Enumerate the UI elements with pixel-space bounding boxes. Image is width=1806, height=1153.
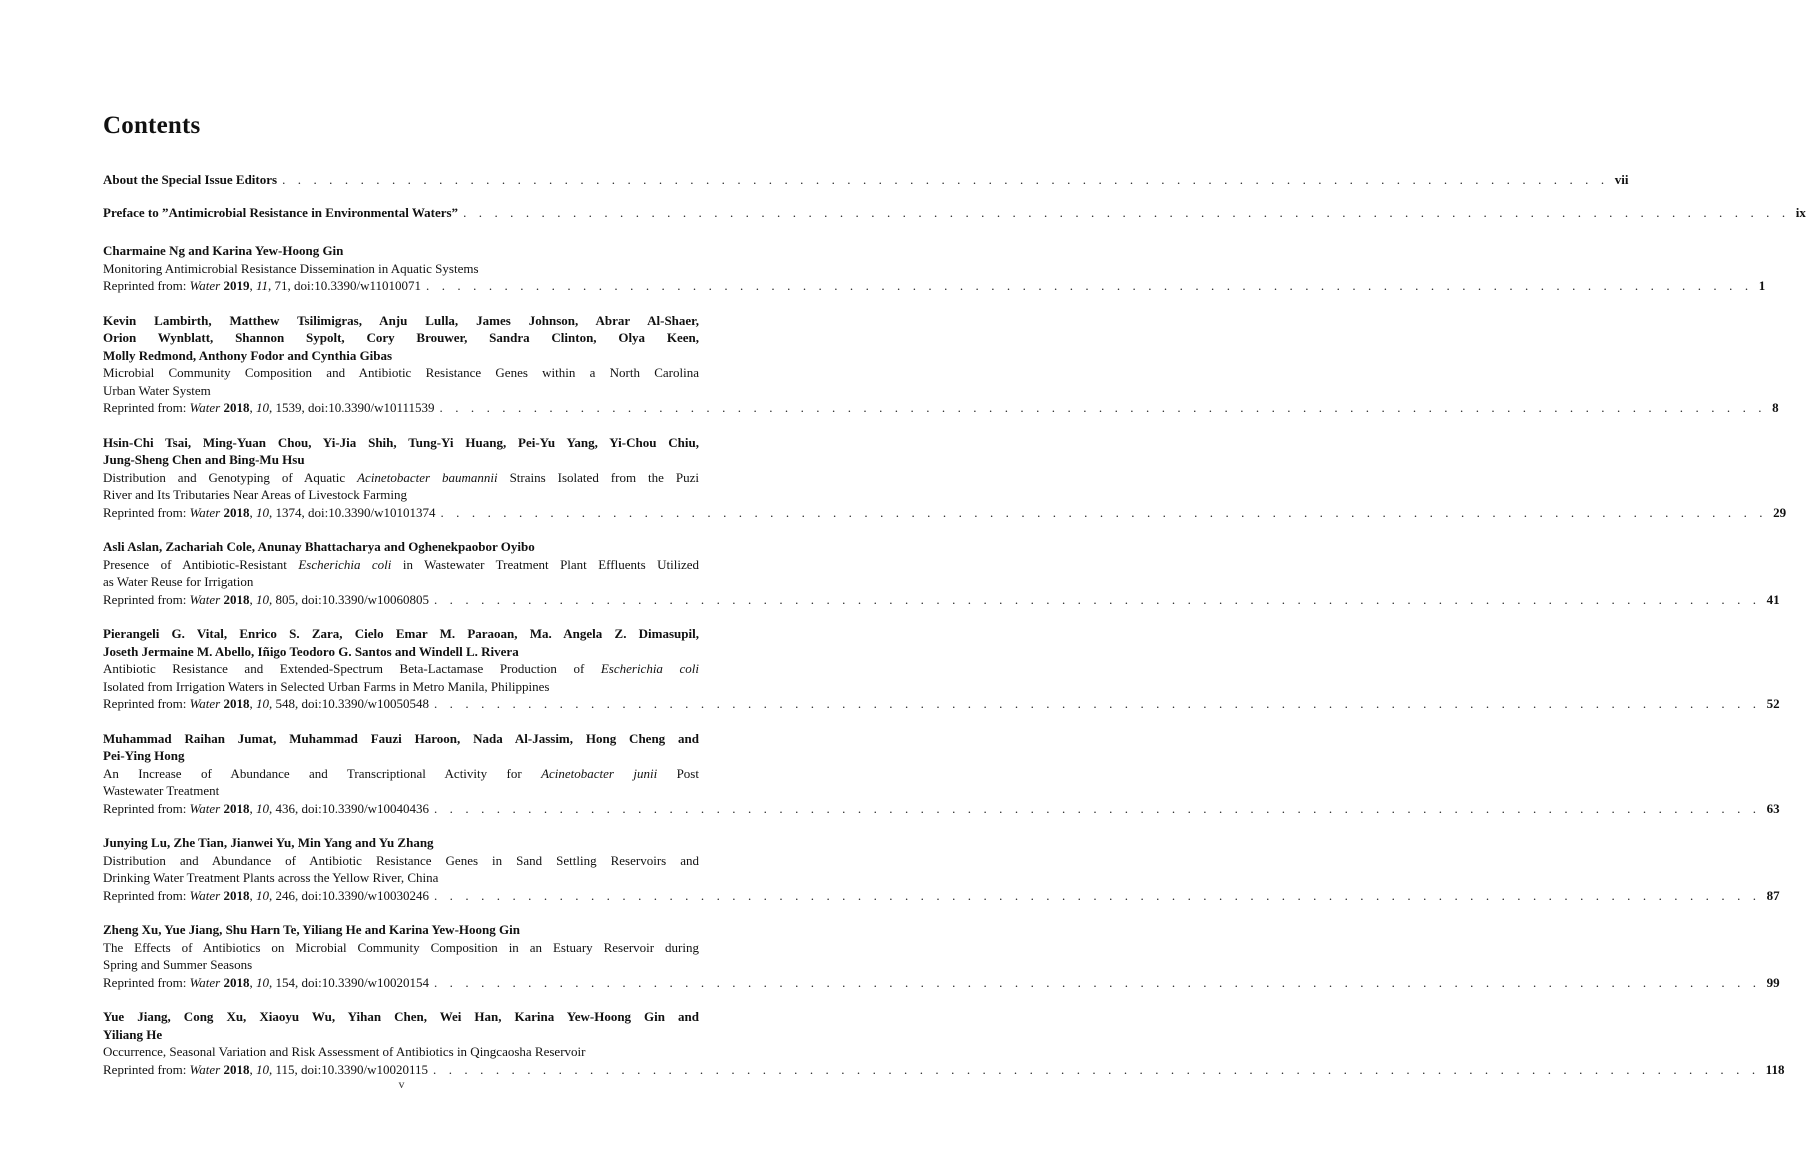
page-footer-number: v — [398, 1077, 405, 1091]
toc-entry-preface[interactable] — [103, 204, 1806, 222]
journal-name: Water — [189, 887, 221, 903]
article-number: 1539 — [275, 400, 302, 415]
toc-entry-title: About the Special Issue Editors — [103, 172, 278, 187]
article-number: 436 — [275, 800, 295, 816]
table-of-contents — [103, 171, 1806, 1095]
volume: 10 — [255, 591, 269, 607]
reprint-citation: Reprinted from: Water 2018, 10, 1374, doi:10.3390/w10101374 — [103, 504, 436, 520]
article-title-line — [103, 556, 699, 574]
author-line: Yiliang He — [103, 1026, 163, 1042]
reprint-line — [103, 277, 1766, 295]
volume: 10 — [255, 696, 269, 711]
article-number: 115 — [275, 1061, 295, 1077]
author-line: Orion Wynblatt, Shannon Sypolt, Cory Brouwer, Sandra Clinton, Olya Keen, — [103, 330, 699, 345]
reprint-label: Reprinted from: — [103, 974, 190, 990]
reprint-line — [103, 504, 1787, 522]
article-number: 805 — [275, 591, 295, 607]
article-title-line: as Water Reuse for Irrigation — [103, 574, 254, 589]
author-line: Joseth Jermaine M. Abello, Iñigo Teodoro G. Santos and Windell L. Rivera — [103, 643, 519, 659]
doi: doi:10.3390/w10101374 — [307, 504, 436, 520]
dot-leader: . . . . . . . . . . . . . . . . . . . . . . . . . . . . . . . . . . . . . . . . . . . . . . . . . . . . . . . . . . . . . . . . . . . . . . . . . . . . . . . . . . . . . — [282, 172, 1609, 187]
volume: 10 — [255, 974, 269, 990]
species-name: Escherichia coli — [298, 556, 392, 572]
author-line: Hsin-Chi Tsai, Ming-Yuan Chou, Yi-Jia Shih, Tung-Yi Huang, Pei-Yu Yang, Yi-Chou Chiu, — [103, 434, 699, 450]
toc-entry[interactable] — [103, 242, 1766, 295]
article-title-line — [103, 469, 699, 487]
year: 2018 — [223, 696, 250, 711]
toc-entry-title: Preface to ”Antimicrobial Resistance in Environmental Waters” — [103, 205, 459, 220]
reprint-line — [103, 974, 1780, 992]
title-text: An Increase of Abundance and Transcriptional Activity for — [103, 765, 542, 781]
toc-entry-about-editors[interactable] — [103, 171, 1629, 189]
doi: doi:10.3390/w10040436 — [301, 800, 429, 816]
page-number: 118 — [1765, 1061, 1785, 1077]
page-number: 41 — [1766, 591, 1780, 607]
author-line: Asli Aslan, Zachariah Cole, Anunay Bhattacharya and Oghenekpaobor Oyibo — [103, 539, 535, 554]
article-title-line: Occurrence, Seasonal Variation and Risk Assessment of Antibiotics in Qingcaosha Reservoir — [103, 1044, 586, 1059]
author-line: Zheng Xu, Yue Jiang, Shu Harn Te, Yiliang He and Karina Yew-Hoong Gin — [103, 922, 520, 937]
volume: 11 — [255, 278, 269, 293]
reprint-citation: Reprinted from: Water 2018, 10, 805, doi:10.3390/w10060805 — [103, 591, 429, 607]
reprint-citation: Reprinted from: Water 2018, 10, 436, doi:10.3390/w10040436 — [103, 800, 429, 816]
doi: doi:10.3390/w11010071 — [294, 278, 422, 293]
doi: doi:10.3390/w10020115 — [301, 1061, 429, 1077]
article-title-line: Wastewater Treatment — [103, 783, 220, 798]
article-title-line: Urban Water System — [103, 382, 211, 398]
dot-leader: . . . . . . . . . . . . . . . . . . . . . . . . . . . . . . . . . . . . . . . . . . . . . . . . . . . . . . . . . . . . . . . . . . . . . . . . . . . . . . . . . . . . . — [433, 1061, 1760, 1077]
article-title-line: The Effects of Antibiotics on Microbial Community Composition in an Estuary Reservoir during — [103, 939, 699, 955]
dot-leader: . . . . . . . . . . . . . . . . . . . . . . . . . . . . . . . . . . . . . . . . . . . . . . . . . . . . . . . . . . . . . . . . . . . . . . . . . . . . . . . . . . . . . — [426, 278, 1753, 293]
year: 2018 — [223, 800, 250, 816]
dot-leader: . . . . . . . . . . . . . . . . . . . . . . . . . . . . . . . . . . . . . . . . . . . . . . . . . . . . . . . . . . . . . . . . . . . . . . . . . . . . . . . . . . . . . — [433, 800, 1761, 816]
title-text: Strains Isolated from the Puzi — [497, 469, 699, 485]
year: 2018 — [223, 974, 250, 990]
toc-entry[interactable] — [103, 730, 1780, 818]
article-number: 71 — [274, 278, 288, 293]
reprint-label: Reprinted from: — [103, 400, 190, 415]
reprint-label: Reprinted from: — [103, 504, 190, 520]
page-number: 87 — [1766, 887, 1780, 903]
reprint-label: Reprinted from: — [103, 278, 190, 293]
title-text: Distribution and Genotyping of Aquatic — [103, 469, 358, 485]
species-name: Escherichia coli — [600, 661, 699, 676]
reprint-citation: Reprinted from: Water 2018, 10, 548, doi:10.3390/w10050548 — [103, 696, 429, 711]
year: 2018 — [223, 591, 250, 607]
page-title: Contents — [103, 112, 201, 139]
article-title-line — [103, 765, 699, 783]
author-line: Molly Redmond, Anthony Fodor and Cynthia Gibas — [103, 347, 393, 363]
page-number: 52 — [1766, 696, 1780, 711]
reprint-label: Reprinted from: — [103, 800, 190, 816]
reprint-label: Reprinted from: — [103, 591, 190, 607]
journal-name: Water — [189, 800, 221, 816]
toc-entry[interactable] — [103, 921, 1780, 991]
toc-entry[interactable] — [103, 538, 1780, 608]
year: 2019 — [223, 278, 250, 293]
title-text: Post — [657, 765, 699, 781]
volume: 10 — [255, 400, 269, 415]
page-number: 8 — [1772, 400, 1779, 415]
journal-name: Water — [189, 974, 221, 990]
article-title-line: Distribution and Abundance of Antibiotic Resistance Genes in Sand Settling Reservoirs and — [103, 852, 699, 868]
article-title-line: Microbial Community Composition and Antibiotic Resistance Genes within a North Carolina — [103, 365, 699, 380]
dot-leader: . . . . . . . . . . . . . . . . . . . . . . . . . . . . . . . . . . . . . . . . . . . . . . . . . . . . . . . . . . . . . . . . . . . . . . . . . . . . . . . . . . . . . — [439, 400, 1767, 415]
dot-leader: . . . . . . . . . . . . . . . . . . . . . . . . . . . . . . . . . . . . . . . . . . . . . . . . . . . . . . . . . . . . . . . . . . . . . . . . . . . . . . . . . . . . . — [433, 887, 1761, 903]
author-line: Pei-Ying Hong — [103, 748, 185, 763]
species-name: Acinetobacter junii — [541, 765, 658, 781]
year: 2018 — [223, 504, 250, 520]
doi: doi:10.3390/w10030246 — [301, 887, 429, 903]
page-number: 99 — [1766, 974, 1780, 990]
author-line: Muhammad Raihan Jumat, Muhammad Fauzi Haroon, Nada Al-Jassim, Hong Cheng and — [103, 730, 699, 746]
year: 2018 — [223, 400, 250, 415]
reprint-citation: Reprinted from: Water 2018, 10, 246, doi:10.3390/w10030246 — [103, 887, 429, 903]
dot-leader: . . . . . . . . . . . . . . . . . . . . . . . . . . . . . . . . . . . . . . . . . . . . . . . . . . . . . . . . . . . . . . . . . . . . . . . . . . . . . . . . . . . . . — [433, 974, 1761, 990]
reprint-line — [103, 887, 1780, 905]
author-line: Charmaine Ng and Karina Yew-Hoong Gin — [103, 243, 344, 258]
toc-entry[interactable] — [103, 1008, 1785, 1078]
reprint-line — [103, 1061, 1785, 1079]
page-number: 29 — [1773, 504, 1787, 520]
reprint-label: Reprinted from: — [103, 696, 190, 711]
title-text: Presence of Antibiotic-Resistant — [103, 556, 299, 572]
toc-entry[interactable] — [103, 834, 1780, 904]
article-title-line: Monitoring Antimicrobial Resistance Dissemination in Aquatic Systems — [103, 260, 479, 276]
reprint-citation: Reprinted from: Water 2019, 11, 71, doi:10.3390/w11010071 — [103, 278, 422, 293]
author-line: Junying Lu, Zhe Tian, Jianwei Yu, Min Yang and Yu Zhang — [103, 835, 434, 850]
volume: 10 — [255, 800, 269, 816]
dot-leader: . . . . . . . . . . . . . . . . . . . . . . . . . . . . . . . . . . . . . . . . . . . . . . . . . . . . . . . . . . . . . . . . . . . . . . . . . . . . . . . . . . . . . — [463, 205, 1790, 220]
page-number: 63 — [1766, 800, 1780, 816]
article-number: 246 — [275, 887, 295, 903]
year: 2018 — [223, 887, 250, 903]
author-line: Jung-Sheng Chen and Bing-Mu Hsu — [103, 452, 305, 467]
toc-entry[interactable] — [103, 625, 1780, 713]
doi: doi:10.3390/w10020154 — [301, 974, 429, 990]
volume: 10 — [255, 1061, 269, 1077]
journal-name: Water — [189, 696, 221, 711]
doi: doi:10.3390/w10111539 — [307, 400, 435, 415]
journal-name: Water — [189, 504, 221, 520]
article-title-line: Drinking Water Treatment Plants across the Yellow River, China — [103, 870, 439, 885]
reprint-citation: Reprinted from: Water 2018, 10, 154, doi:10.3390/w10020154 — [103, 974, 429, 990]
dot-leader: . . . . . . . . . . . . . . . . . . . . . . . . . . . . . . . . . . . . . . . . . . . . . . . . . . . . . . . . . . . . . . . . . . . . . . . . . . . . . . . . . . . . . — [433, 591, 1761, 607]
year: 2018 — [223, 1061, 250, 1077]
dot-leader: . . . . . . . . . . . . . . . . . . . . . . . . . . . . . . . . . . . . . . . . . . . . . . . . . . . . . . . . . . . . . . . . . . . . . . . . . . . . . . . . . . . . . — [433, 696, 1761, 711]
volume: 10 — [255, 887, 269, 903]
volume: 10 — [255, 504, 269, 520]
article-number: 1374 — [275, 504, 302, 520]
article-number: 154 — [275, 974, 295, 990]
toc-entry[interactable] — [103, 434, 1787, 522]
journal-name: Water — [189, 400, 221, 415]
reprint-citation: Reprinted from: Water 2018, 10, 1539, doi:10.3390/w10111539 — [103, 400, 435, 415]
page-number: ix — [1795, 205, 1806, 220]
reprint-citation: Reprinted from: Water 2018, 10, 115, doi:10.3390/w10020115 — [103, 1061, 429, 1077]
author-line: Yue Jiang, Cong Xu, Xiaoyu Wu, Yihan Chen, Wei Han, Karina Yew-Hoong Gin and — [103, 1009, 699, 1024]
journal-name: Water — [189, 278, 221, 293]
article-title-line: River and Its Tributaries Near Areas of Livestock Farming — [103, 487, 407, 502]
doi: doi:10.3390/w10050548 — [301, 696, 429, 711]
title-text: Antibiotic Resistance and Extended-Spectrum Beta-Lactamase Production of — [103, 661, 601, 676]
doi: doi:10.3390/w10060805 — [301, 591, 429, 607]
author-line: Pierangeli G. Vital, Enrico S. Zara, Cielo Emar M. Paraoan, Ma. Angela Z. Dimasupil, — [103, 626, 699, 641]
article-title-line: Spring and Summer Seasons — [103, 957, 253, 972]
author-line: Kevin Lambirth, Matthew Tsilimigras, Anju Lulla, James Johnson, Abrar Al-Shaer, — [103, 312, 699, 328]
article-title-line — [103, 660, 699, 678]
species-name: Acinetobacter baumannii — [357, 469, 498, 485]
article-number: 548 — [275, 696, 295, 711]
journal-name: Water — [189, 591, 221, 607]
toc-entry[interactable] — [103, 312, 1779, 417]
page-number: 1 — [1758, 278, 1766, 293]
title-text: in Wastewater Treatment Plant Effluents Utilized — [391, 556, 699, 572]
article-title-line: Isolated from Irrigation Waters in Selected Urban Farms in Metro Manila, Philippines — [103, 678, 550, 694]
reprint-label: Reprinted from: — [103, 1061, 190, 1077]
reprint-line — [103, 800, 1780, 818]
reprint-line — [103, 399, 1779, 417]
reprint-label: Reprinted from: — [103, 887, 190, 903]
article-list — [103, 242, 1787, 1078]
journal-name: Water — [189, 1061, 221, 1077]
page-number: vii — [1614, 172, 1629, 187]
reprint-line — [103, 591, 1780, 609]
reprint-line — [103, 695, 1780, 713]
dot-leader: . . . . . . . . . . . . . . . . . . . . . . . . . . . . . . . . . . . . . . . . . . . . . . . . . . . . . . . . . . . . . . . . . . . . . . . . . . . . . . . . . . . . . — [440, 504, 1768, 520]
